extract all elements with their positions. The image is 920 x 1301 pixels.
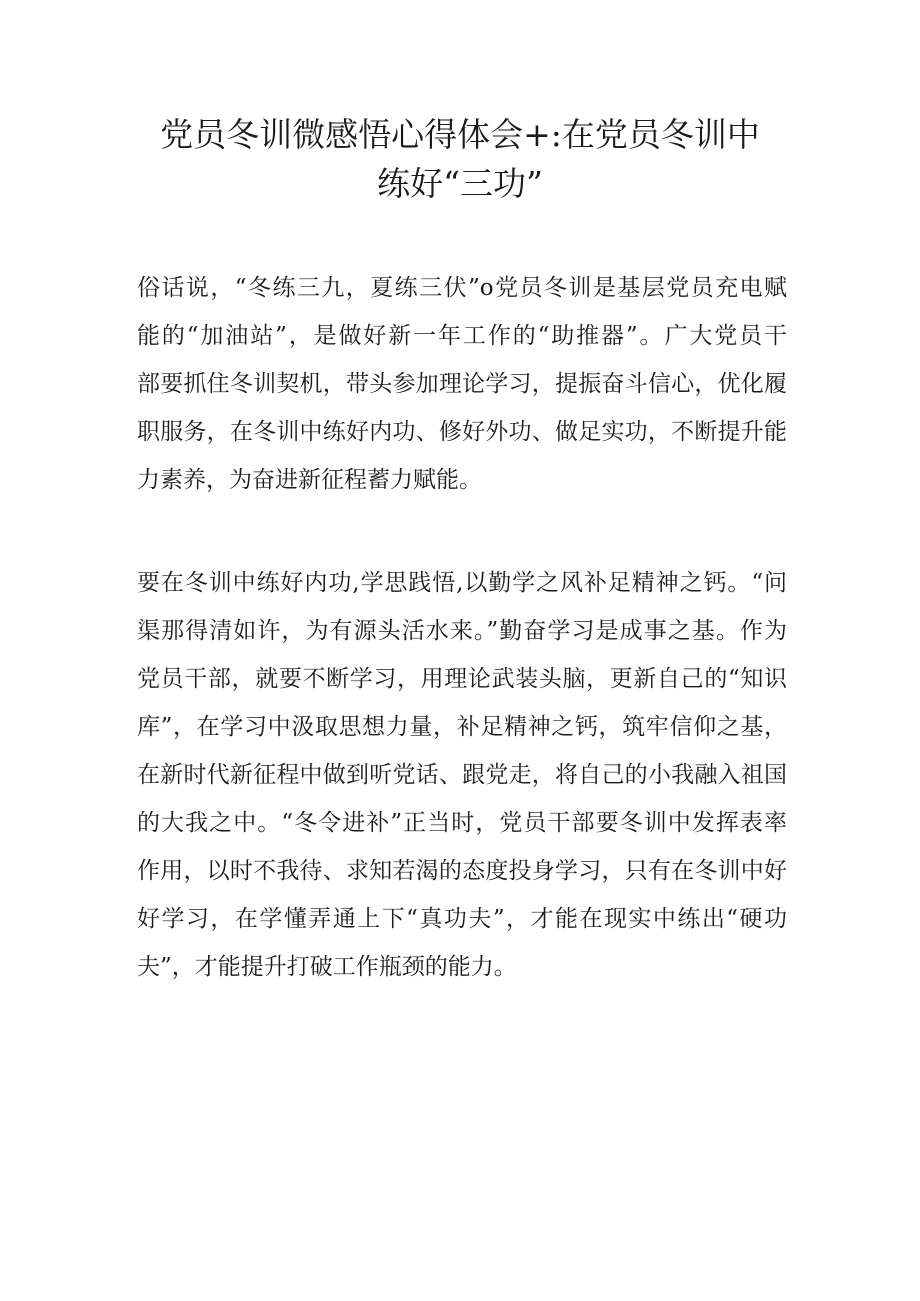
paragraph-line: 渠那得清如许，为有源头活水来。”勤奋学习是成事之基。作为 <box>137 618 787 644</box>
paragraph-line: 要在冬训中练好内功,学思践悟,以勤学之风补足精神之钙。“问 <box>137 570 787 596</box>
paragraph-line: 力素养，为奋进新征程蓄力赋能。 <box>137 467 482 493</box>
paragraph-line: 部要抓住冬训契机，带头参加理论学习，提振奋斗信心，优化履 <box>137 371 787 397</box>
paragraph-line: 俗话说，“冬练三九，夏练三伏”o党员冬训是基层党员充电赋 <box>137 275 787 301</box>
paragraph-line: 库”，在学习中汲取思想力量，补足精神之钙，筑牢信仰之基， <box>137 714 787 740</box>
title-line: 练好“三功” <box>377 164 543 203</box>
body-paragraph <box>137 264 787 504</box>
paragraph-line: 作用，以时不我待、求知若渴的态度投身学习，只有在冬训中好 <box>137 858 787 884</box>
paragraph-line: 的大我之中。“冬令进补”正当时，党员干部要冬训中发挥表率 <box>137 810 787 836</box>
paragraph-line: 好学习，在学懂弄通上下“真功夫”，才能在现实中练出“硬功 <box>137 906 787 932</box>
title-line: 党员冬训微感悟心得体会+:在党员冬训中 <box>160 115 760 154</box>
paragraph-line: 职服务，在冬训中练好内功、修好外功、做足实功，不断提升能 <box>137 419 787 445</box>
paragraph-line: 夫”，才能提升打破工作瓶颈的能力。 <box>137 954 517 980</box>
paragraph-line: 在新时代新征程中做到听党话、跟党走，将自己的小我融入祖国 <box>137 762 787 788</box>
paragraph-line: 能的“加油站”，是做好新一年工作的“助推器”。广大党员干 <box>137 323 787 349</box>
paragraph-line: 党员干部，就要不断学习，用理论武装头脑，更新自己的“知识 <box>137 666 787 692</box>
document-title <box>0 110 920 208</box>
body-paragraph <box>137 559 787 991</box>
